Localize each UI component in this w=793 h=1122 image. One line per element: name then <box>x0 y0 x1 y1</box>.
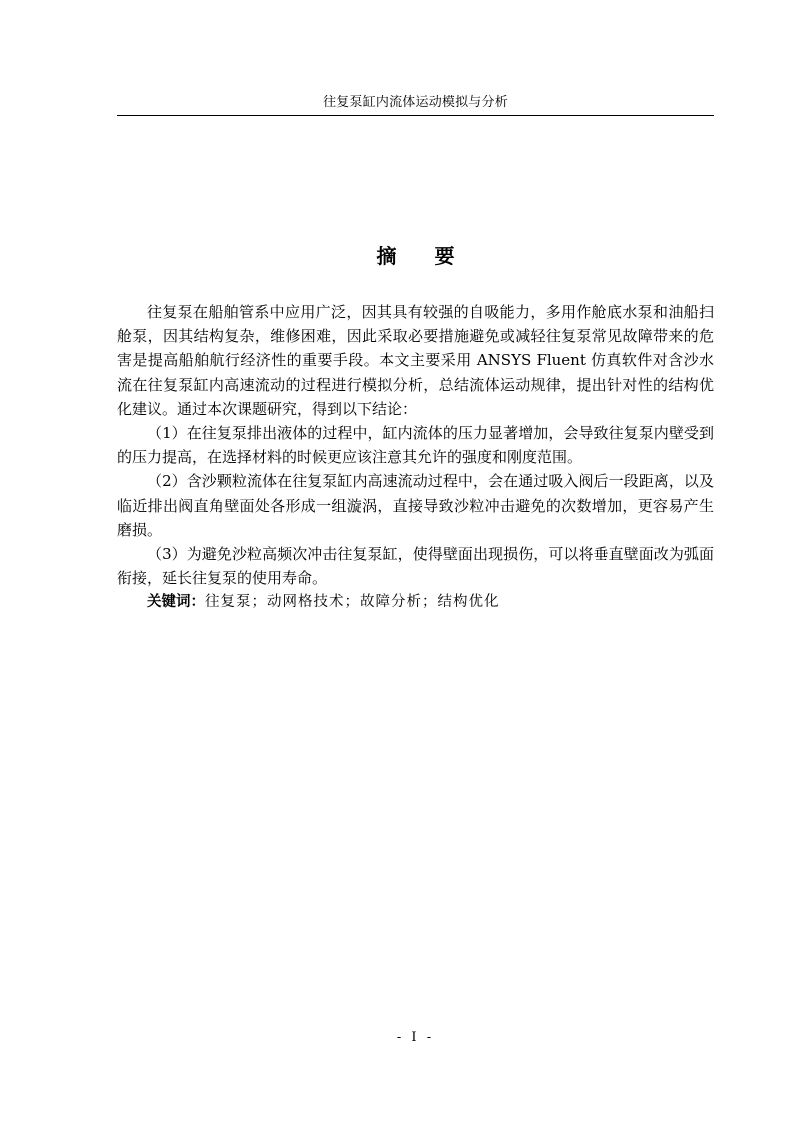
abstract-paragraph-conclusion-2: （2）含沙颗粒流体在往复泵缸内高速流动过程中，会在通过吸入阀后一段距离，以及临近排出阀直角壁面处各形成一组漩涡，直接导致沙粒冲击避免的次数增加，更容易产生磨损。 <box>117 472 714 539</box>
keywords-values: 往复泵；动网格技术；故障分析；结构优化 <box>205 594 500 611</box>
abstract-paragraph-conclusion-3: （3）为避免沙粒高频次冲击往复泵缸，使得壁面出现损伤，可以将垂直壁面改为弧面衔接，延长往复泵的使用寿命。 <box>117 545 714 588</box>
keywords-line <box>117 590 714 614</box>
running-header: 往复泵缸内流体运动模拟与分析 <box>323 95 508 110</box>
abstract-paragraph-conclusion-1: （1）在往复泵排出液体的过程中，缸内流体的压力显著增加，会导致往复泵内壁受到的压力提高，在选择材料的时候更应该注意其允许的强度和刚度范围。 <box>117 424 714 467</box>
page-number: - I - <box>396 1030 435 1045</box>
abstract-paragraph-intro: 往复泵在船舶管系中应用广泛，因其具有较强的自吸能力，多用作舱底水泵和油船扫舱泵，因其结构复杂，维修困难，因此采取必要措施避免或减轻往复泵常见故障带来的危害是提高船舶航行经济性的重要手段。本文主要采用 ANSYS Fluent 仿真软件对含沙水流在往复泵缸内高速流动的过程进行模拟分析，总结流体运动规律，提出针对性的结构优化建议。通过本次课题研究，得到以下结论： <box>117 303 714 418</box>
keywords-label: 关键词： <box>147 594 205 611</box>
abstract-body <box>117 300 714 614</box>
header-divider <box>117 115 714 116</box>
abstract-title: 摘要 <box>376 244 493 268</box>
